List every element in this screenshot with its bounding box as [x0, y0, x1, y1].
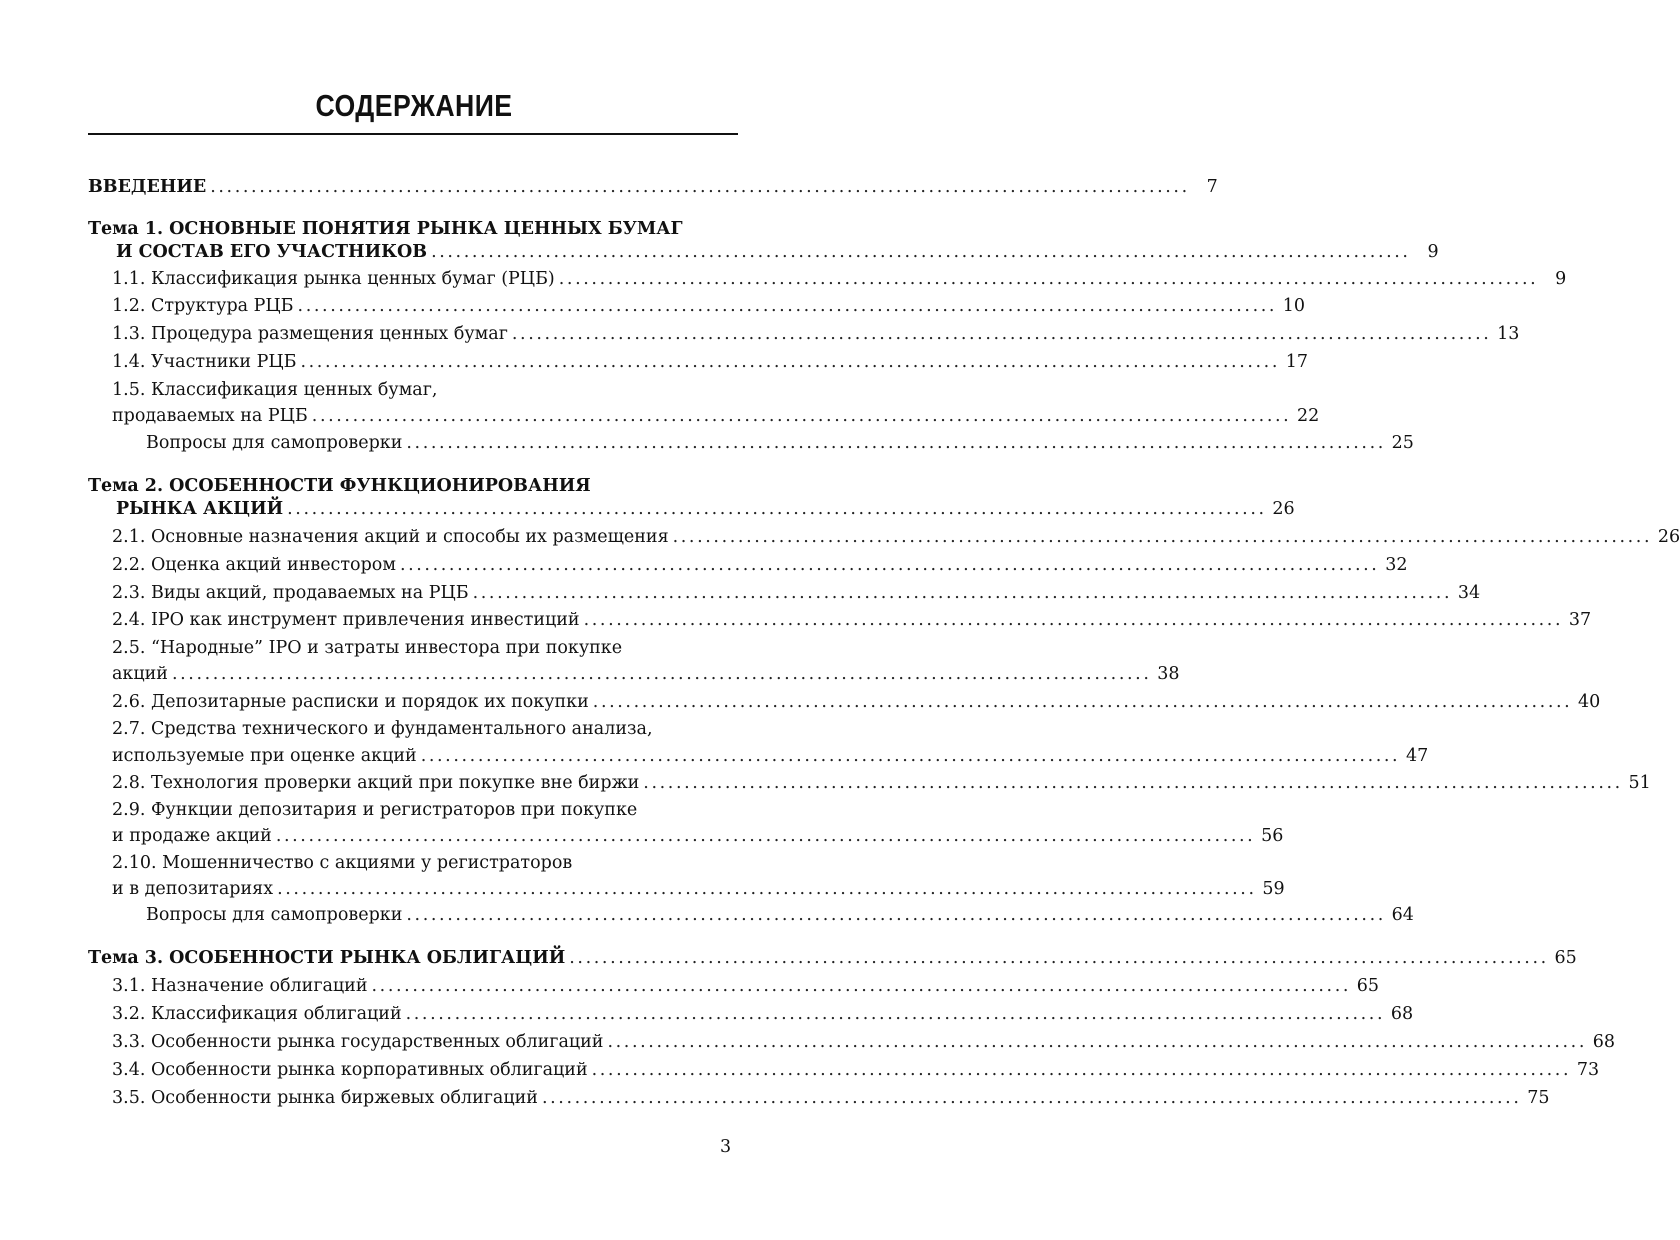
- toc-page: 25: [1391, 433, 1414, 453]
- dot-leader: ........................................................................................................................: [297, 296, 1278, 316]
- toc-label: Тема 3. ОСОБЕННОСТИ РЫНКА ОБЛИГАЦИЙ: [88, 948, 566, 968]
- toc-entry[interactable]: [88, 580, 1481, 607]
- dot-leader: ........................................................................................................................: [300, 352, 1281, 372]
- toc-entry[interactable]: [88, 876, 1285, 903]
- toc-entry[interactable]: [88, 1001, 1414, 1028]
- toc-entry[interactable]: [88, 661, 1180, 688]
- toc-page: 38: [1157, 664, 1180, 684]
- topic2-heading[interactable]: Тема 2. ОСОБЕННОСТИ ФУНКЦИОНИРОВАНИЯ: [88, 476, 591, 496]
- title-rule: [88, 133, 738, 135]
- toc-label: используемые при оценке акций: [112, 746, 417, 766]
- toc-entry[interactable]: [88, 321, 1520, 348]
- toc-entry-questions[interactable]: [88, 902, 1414, 929]
- toc-entry[interactable]: [88, 689, 1601, 716]
- dot-leader: ........................................................................................................................: [171, 664, 1152, 684]
- toc-entry-first-line[interactable]: 2.9. Функции депозитария и регистраторов при покупке: [112, 800, 638, 820]
- toc-entry[interactable]: [88, 1057, 1600, 1084]
- toc-page: 47: [1405, 746, 1429, 766]
- toc-page: 40: [1578, 692, 1601, 712]
- dot-leader: ........................................................................................................................: [511, 324, 1492, 344]
- toc-label: 2.6. Депозитарные расписки и порядок их покупки: [112, 692, 589, 712]
- toc-entry-first-line[interactable]: 2.10. Мошенничество с акциями у регистраторов: [112, 853, 573, 873]
- dot-leader: ........................................................................................................................: [371, 976, 1352, 996]
- toc-label: и в депозитариях: [112, 879, 274, 899]
- toc-entry[interactable]: [88, 607, 1592, 634]
- toc-page: 13: [1497, 324, 1520, 344]
- toc-entry[interactable]: [88, 743, 1429, 770]
- toc-entry[interactable]: [88, 293, 1306, 320]
- toc-page: 73: [1576, 1060, 1600, 1080]
- toc-label: и продаже акций: [112, 826, 272, 846]
- toc-entry-intro[interactable]: [88, 174, 1218, 201]
- toc-entry-first-line[interactable]: 2.5. “Народные” IPO и затраты инвестора при покупке: [112, 638, 623, 658]
- toc-label: 3.4. Особенности рынка корпоративных облигаций: [112, 1060, 588, 1080]
- toc-label: Вопросы для самопроверки: [146, 905, 403, 925]
- toc-label: РЫНКА АКЦИЙ: [116, 499, 284, 519]
- toc-page: 68: [1592, 1032, 1615, 1052]
- toc-page: 32: [1385, 555, 1408, 575]
- toc-page: 9: [1427, 242, 1439, 262]
- toc-entry[interactable]: [88, 524, 1680, 551]
- dot-leader: ........................................................................................................................: [583, 610, 1564, 630]
- toc-page: 17: [1285, 352, 1309, 372]
- dot-leader: ........................................................................................................................: [558, 269, 1539, 289]
- dot-leader: ........................................................................................................................: [311, 406, 1292, 426]
- toc-page: 26: [1272, 499, 1295, 519]
- toc-page: 59: [1262, 879, 1285, 899]
- dot-leader: ........................................................................................................................: [210, 177, 1190, 197]
- toc-label: продаваемых на РЦБ: [112, 406, 308, 426]
- toc-label: Вопросы для самопроверки: [146, 433, 403, 453]
- toc-label: 1.4. Участники РЦБ: [112, 352, 297, 372]
- toc-label: 1.2. Структура РЦБ: [112, 296, 294, 316]
- toc-page: 68: [1390, 1004, 1414, 1024]
- toc-label: 1.3. Процедура размещения ценных бумаг: [112, 324, 508, 344]
- dot-leader: ........................................................................................................................: [275, 826, 1256, 846]
- toc-page: 9: [1555, 269, 1567, 289]
- toc-page: 22: [1297, 406, 1320, 426]
- dot-leader: ........................................................................................................................: [643, 773, 1623, 793]
- toc-label: 3.3. Особенности рынка государственных облигаций: [112, 1032, 604, 1052]
- toc-entry[interactable]: [88, 349, 1309, 376]
- toc-label: 3.5. Особенности рынка биржевых облигаций: [112, 1088, 538, 1108]
- toc-entry-questions[interactable]: [88, 430, 1414, 457]
- topic1-heading[interactable]: Тема 1. ОСНОВНЫЕ ПОНЯТИЯ РЫНКА ЦЕННЫХ БУМАГ: [88, 219, 683, 239]
- dot-leader: ........................................................................................................................: [592, 692, 1573, 712]
- toc-page: 64: [1391, 905, 1414, 925]
- dot-leader: ........................................................................................................................: [607, 1032, 1587, 1052]
- toc-page: 7: [1206, 177, 1218, 197]
- toc-page: 26: [1657, 527, 1680, 547]
- dot-leader: ........................................................................................................................: [405, 1004, 1386, 1024]
- dot-leader: ........................................................................................................................: [406, 905, 1386, 925]
- toc-page: 56: [1261, 826, 1284, 846]
- dot-leader: ........................................................................................................................: [569, 948, 1549, 968]
- toc-page: 51: [1628, 773, 1651, 793]
- dot-leader: ........................................................................................................................: [420, 746, 1401, 766]
- toc-page: 65: [1554, 948, 1577, 968]
- toc-label: 2.4. IPO как инструмент привлечения инвестиций: [112, 610, 580, 630]
- toc-label: 3.2. Классификация облигаций: [112, 1004, 402, 1024]
- toc-entry-topic2[interactable]: [88, 496, 1295, 523]
- toc-label: 3.1. Назначение облигаций: [112, 976, 368, 996]
- dot-leader: ........................................................................................................................: [406, 433, 1386, 453]
- toc-page: 34: [1457, 583, 1481, 603]
- dot-leader: ........................................................................................................................: [541, 1088, 1522, 1108]
- toc-label: 2.2. Оценка акций инвестором: [112, 555, 396, 575]
- dot-leader: ........................................................................................................................: [287, 499, 1267, 519]
- toc-entry[interactable]: [88, 552, 1408, 579]
- dot-leader: ........................................................................................................................: [277, 879, 1257, 899]
- toc-label: ВВЕДЕНИЕ: [88, 177, 207, 197]
- toc-label: акций: [112, 664, 168, 684]
- toc-entry[interactable]: [88, 973, 1380, 1000]
- toc-label: 2.1. Основные назначения акций и способы их размещения: [112, 527, 669, 547]
- toc-label: 2.8. Технология проверки акций при покупке вне биржи: [112, 773, 640, 793]
- toc-label: И СОСТАВ ЕГО УЧАСТНИКОВ: [116, 242, 428, 262]
- toc-page: 75: [1527, 1088, 1550, 1108]
- page-title: СОДЕРЖАНИЕ: [315, 88, 513, 123]
- toc-entry[interactable]: [88, 770, 1651, 797]
- dot-leader: ........................................................................................................................: [672, 527, 1653, 547]
- toc-entry-topic3[interactable]: [88, 945, 1577, 972]
- dot-leader: ........................................................................................................................: [591, 1060, 1572, 1080]
- toc-entry[interactable]: [88, 1029, 1615, 1056]
- dot-leader: ........................................................................................................................: [431, 242, 1411, 262]
- toc-entry[interactable]: [88, 403, 1320, 430]
- toc-page: 65: [1356, 976, 1380, 996]
- toc-entry-topic1[interactable]: [88, 239, 1439, 266]
- toc-entry[interactable]: [88, 823, 1284, 850]
- toc-entry-first-line[interactable]: 2.7. Средства технического и фундаментального анализа,: [112, 719, 653, 739]
- toc-entry[interactable]: [88, 266, 1567, 293]
- page-number: 3: [720, 1137, 732, 1157]
- toc-entry[interactable]: [88, 1085, 1550, 1112]
- dot-leader: ........................................................................................................................: [472, 583, 1453, 603]
- toc-page: 10: [1282, 296, 1306, 316]
- toc-page: 37: [1568, 610, 1592, 630]
- toc-entry-first-line[interactable]: 1.5. Классификация ценных бумаг,: [112, 380, 438, 400]
- toc-label: 1.1. Классификация рынка ценных бумаг (РЦБ): [112, 269, 555, 289]
- toc-label: 2.3. Виды акций, продаваемых на РЦБ: [112, 583, 469, 603]
- dot-leader: ........................................................................................................................: [399, 555, 1380, 575]
